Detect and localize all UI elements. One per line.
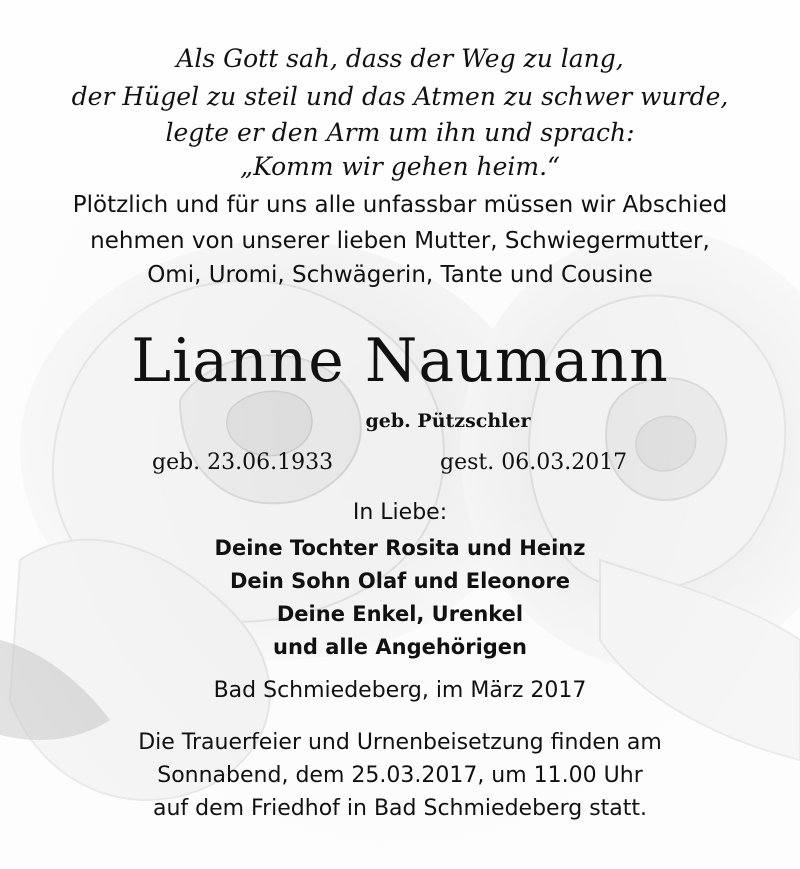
place-date: Bad Schmiedeberg, im März 2017	[213, 678, 587, 703]
announcement-line-3: Omi, Uromi, Schwägerin, Tante und Cousine	[147, 262, 653, 288]
birth-name: geb. Pützschler	[365, 410, 531, 432]
poem-line-4: „Komm wir gehen heim.“	[240, 152, 560, 181]
announcement-line-2: nehmen von unserer lieben Mutter, Schwiegermutter,	[90, 228, 710, 254]
mourners-intro: In Liebe:	[352, 500, 448, 525]
funeral-line-3: auf dem Friedhof in Bad Schmiedeberg statt.	[152, 796, 648, 821]
mourner-line-2: Dein Sohn Olaf und Eleonore	[230, 569, 570, 593]
poem-line-2: der Hügel zu steil und das Atmen zu schwer wurde,	[71, 82, 729, 111]
poem-line-3: legte er den Arm um ihn und sprach:	[165, 118, 635, 147]
mourner-line-3: Deine Enkel, Urenkel	[276, 602, 524, 626]
deceased-name: Lianne Naumann	[131, 326, 669, 396]
mourner-line-1: Deine Tochter Rosita und Heinz	[214, 536, 586, 560]
birth-date: geb. 23.06.1933	[152, 450, 334, 475]
announcement-line-1: Plötzlich und für uns alle unfassbar müssen wir Abschied	[72, 192, 728, 218]
poem-line-1: Als Gott sah, dass der Weg zu lang,	[176, 44, 624, 73]
funeral-line-1: Die Trauerfeier und Urnenbeisetzung finden am	[138, 730, 662, 755]
funeral-line-2: Sonnabend, dem 25.03.2017, um 11.00 Uhr	[157, 763, 643, 788]
death-date: gest. 06.03.2017	[440, 450, 628, 475]
mourner-line-4: und alle Angehörigen	[273, 635, 527, 659]
